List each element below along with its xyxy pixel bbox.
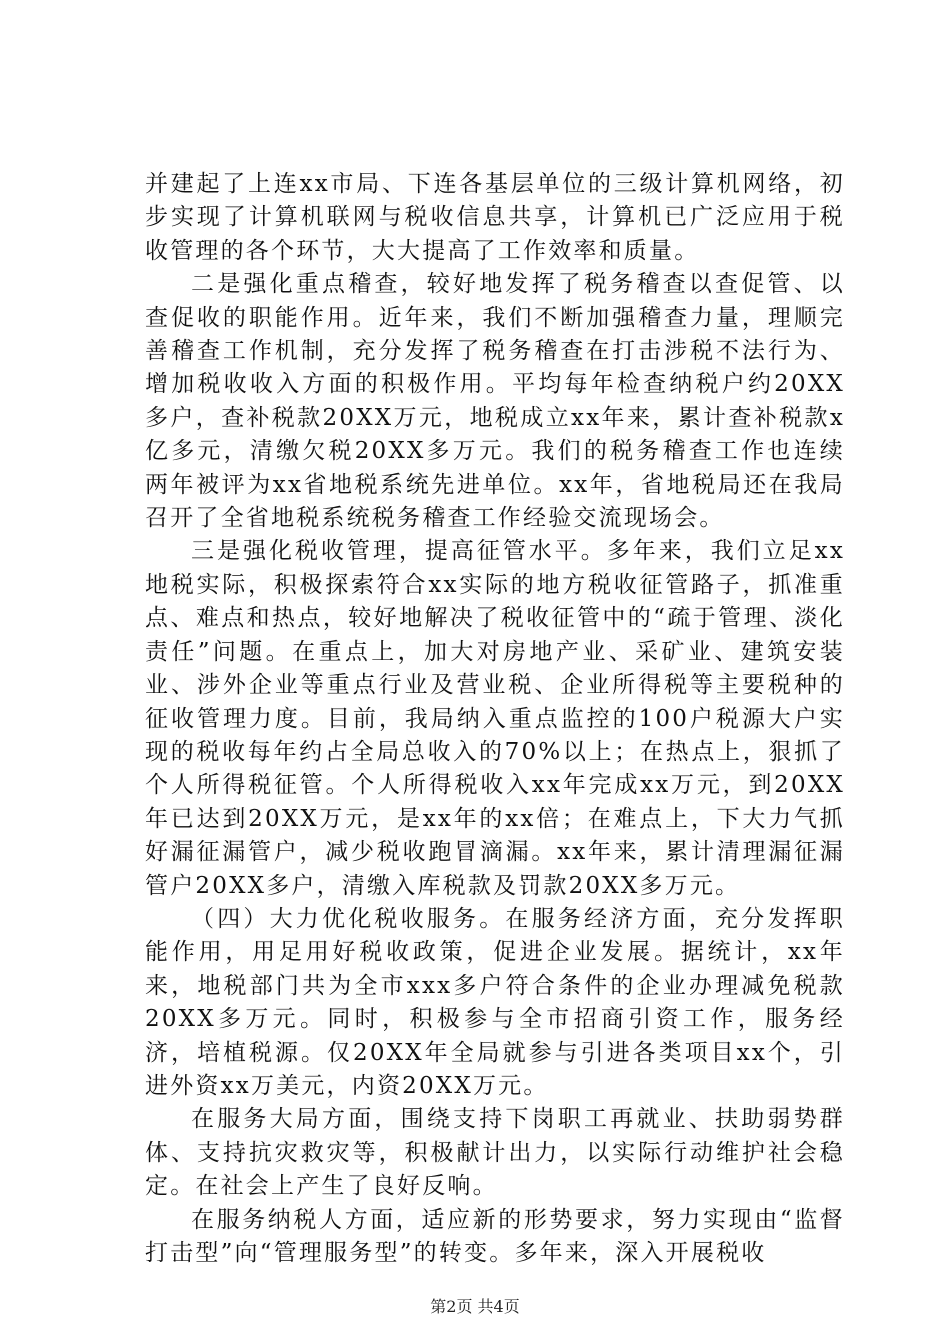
page-number-footer: 第2页 共4页: [430, 1297, 520, 1316]
paragraph-taxpayer-service: 在服务纳税人方面，适应新的形势要求，努力实现由“监督打击型”向“管理服务型”的转变。多年来，深入开展税收: [145, 1206, 845, 1266]
paragraph-service: （四）大力优化税收服务。在服务经济方面，充分发挥职能作用，用足用好税收政策，促进企业发展。据统计，xx年来，地税部门共为全市xxx多户符合条件的企业办理减免税款20XX多万元。同时，积极参与全市招商引资工作，服务经济，培植税源。仅20XX年全局就参与引进各类项目xx个，引进外资xx万美元，内资20XX万元。: [145, 905, 845, 1099]
paragraph-continuation: 并建起了上连xx市局、下连各基层单位的三级计算机网络，初步实现了计算机联网与税收信息共享，计算机已广泛应用于税收管理的各个环节，大大提高了工作效率和质量。: [145, 171, 845, 264]
paragraph-management: 三是强化税收管理，提高征管水平。多年来，我们立足xx地税实际，积极探索符合xx实际的地方税收征管路子，抓准重点、难点和热点，较好地解决了税收征管中的“疏于管理、淡化责任”问题。在重点上，加大对房地产业、采矿业、建筑安装业、涉外企业等重点行业及营业税、企业所得税等主要税种的征收管理力度。目前，我局纳入重点监控的100户税源大户实现的税收每年约占全局总收入的70%以上；在热点上，狠抓了个人所得税征管。个人所得税收入xx年完成xx万元，到20XX年已达到20XX万元，是xx年的xx倍；在难点上，下大力气抓好漏征漏管户，减少税收跑冒滴漏。xx年来，累计清理漏征漏管户20XX多户，清缴入库税款及罚款20XX多万元。: [145, 538, 845, 899]
paragraph-audit: 二是强化重点稽查，较好地发挥了税务稽查以查促管、以查促收的职能作用。近年来，我们不断加强稽查力量，理顺完善稽查工作机制，充分发挥了税务稽查在打击涉税不法行为、增加税收收入方面的积极作用。平均每年检查纳税户约20XX多户，查补税款20XX万元，地税成立xx年来，累计查补税款x亿多元，清缴欠税20XX多万元。我们的税务稽查工作也连续两年被评为xx省地税系统先进单位。xx年，省地税局还在我局召开了全省地税系统税务稽查工作经验交流现场会。: [145, 271, 845, 532]
paragraph-overall-service: 在服务大局方面，围绕支持下岗职工再就业、扶助弱势群体、支持抗灾救灾等，积极献计出力，以实际行动维护社会稳定。在社会上产生了良好反响。: [145, 1106, 845, 1200]
document-body: [145, 168, 845, 1270]
